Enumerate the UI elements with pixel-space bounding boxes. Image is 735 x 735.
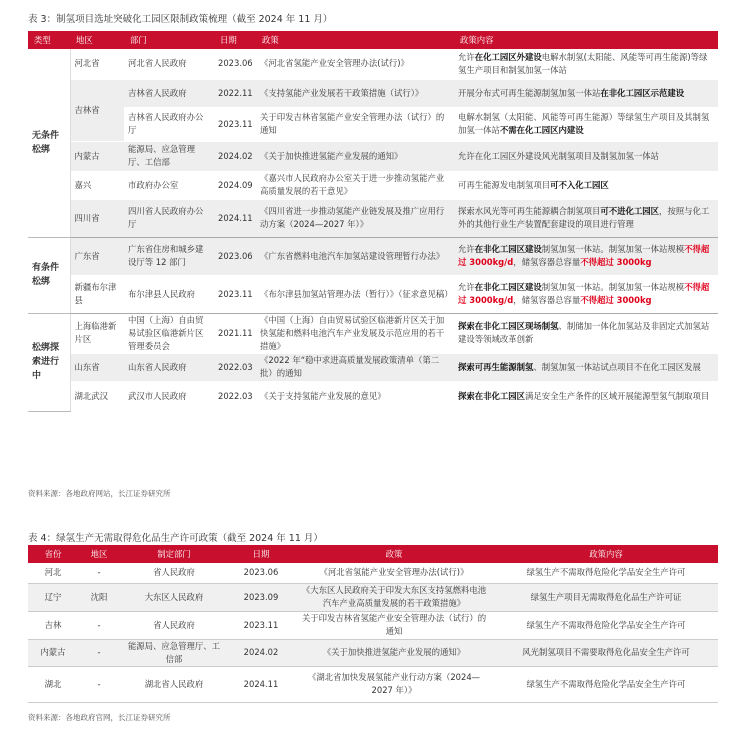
date-cell: 2024.09 [214,171,256,199]
table-row [28,353,718,381]
region-cell: 河北省 [70,49,124,79]
date-cell: 2023.09 [228,583,294,611]
policy-content-cell [454,313,718,353]
authority-cell: 省人民政府 [120,611,228,639]
policy-content-cell [454,353,718,381]
highlight-text: 探索在非化工园区现场制氢 [458,321,559,331]
date-cell: 2023.06 [214,49,256,79]
date-cell: 2024.02 [214,141,256,171]
region-cell: 山东省 [70,353,124,381]
table-row [28,313,718,353]
table-row [28,639,718,666]
policy-cell: 《广东省燃料电池汽车加氢站建设管理暂行办法》 [256,237,454,275]
policy-content-cell [454,49,718,79]
date-cell: 2022.11 [214,79,256,107]
highlight-text: 在非化工园区示范建设 [600,87,685,98]
authority-cell: 大东区人民政府 [120,583,228,611]
province-cell: 湖北 [28,666,78,702]
policy-content-cell [454,199,718,237]
content-text: 电解水制氢(太阳能、风能等可再生能源)等绿氢生产项目和制氢加氢一体站 [458,51,708,75]
policy-type-cell: 有条件松绑 [28,237,70,313]
table-row [28,666,718,702]
table-row [28,563,718,583]
table3-source: 资料来源：各地政府网站，长江证券研究所 [28,489,171,498]
table-row [28,237,718,275]
table-row [28,275,718,313]
policy-cell: 《大东区人民政府关于印发大东区支持氢燃料电池汽车产业高质量发展的若干政策措施》 [294,583,494,611]
content-text: 电解水制氢（太阳能、风能等可再生能源）等绿氢生产项目及其制氢加氢一体站 [458,112,710,135]
table-row [28,49,718,79]
highlight-text: 在非化工园区建设 [474,244,542,254]
table-row [28,381,718,411]
department-cell: 武汉市人民政府 [124,381,214,411]
policy-type-cell: 松绑探索进行中 [28,313,70,411]
region-cell: 嘉兴 [70,171,124,199]
department-cell: 山东省人民政府 [124,353,214,381]
policy-cell: 《中国（上海）自由贸易试验区临港新片区关于加快氢能和燃料电池汽车产业发展及示范应用的若干措施》 [256,313,454,353]
policy-content-cell [454,171,718,199]
department-cell: 市政府办公室 [124,171,214,199]
policy-cell: 《湖北省加快发展氢能产业行动方案（2024—2027 年）》 [294,666,494,702]
table-row [28,171,718,199]
policy-content-cell: 绿氢生产不需取得危险化学品安全生产许可 [494,666,718,702]
content-text: 允许在化工园区外建设风光制氢项目及制氢加氢一体站 [458,150,659,161]
province-cell: 吉林 [28,611,78,639]
content-text: 允许 [458,282,475,292]
highlight-text: 不需在化工园区内建设 [499,125,584,135]
date-cell: 2023.11 [228,611,294,639]
area-cell: - [78,563,120,583]
col-header-date: 日期 [228,545,294,563]
policy-cell: 《河北省氢能产业安全管理办法(试行)》 [294,563,494,583]
table-row [28,141,718,171]
policy-cell: 《四川省进一步推动氢能产业链发展及推广应用行动方案（2024—2027 年）》 [256,199,454,237]
col-header-policy: 政策 [256,31,454,49]
department-cell: 布尔津县人民政府 [124,275,214,313]
policy-cell: 《2022 年“稳中求进高质量发展政策清单（第二批）的通知 [256,353,454,381]
authority-cell: 湖北省人民政府 [120,666,228,702]
date-cell: 2023.11 [214,275,256,313]
table3-header-row [28,31,718,49]
area-cell: - [78,666,120,702]
policy-content-cell [454,275,718,313]
region-cell: 吉林省 [70,79,124,141]
region-cell: 上海临港新片区 [70,313,124,353]
highlight-text: 探索可再生能源制氢 [458,361,534,372]
highlight-text: 在非化工园区建设 [474,282,542,292]
policy-cell: 《布尔津县加氢站管理办法（暂行）》（征求意见稿） [256,275,454,313]
region-cell: 内蒙古 [70,141,124,171]
col-header-date: 日期 [214,31,256,49]
highlight-limit-text: 不得超过 3000kg/d [458,244,710,267]
date-cell: 2021.11 [214,313,256,353]
province-cell: 河北 [28,563,78,583]
policy-content-cell [454,79,718,107]
policy-cell: 关于印发吉林省氢能产业安全管理办法（试行）的通知 [294,611,494,639]
col-header-content: 政策内容 [454,31,718,49]
table-row [28,79,718,107]
highlight-limit-text: 不得超过 3000kg [580,257,652,267]
department-cell: 广东省住房和城乡建设厅等 12 部门 [124,237,214,275]
table-row [28,583,718,611]
department-cell: 河北省人民政府 [124,49,214,79]
date-cell: 2024.11 [228,666,294,702]
highlight-text: 探索在非化工园区 [458,390,525,401]
region-cell: 四川省 [70,199,124,237]
policy-cell: 《河北省氢能产业安全管理办法(试行)》 [256,49,454,79]
content-text: 探索水风光等可再生能源耦合制氢项目 [458,206,601,216]
table4-source: 资料来源：各地政府官网，长江证券研究所 [28,713,171,722]
date-cell: 2024.02 [228,639,294,666]
date-cell: 2023.06 [228,563,294,583]
content-text: 制氢加氢一体站。制氢加氢一体站规模 [541,282,685,292]
department-cell: 吉林省人民政府 [124,79,214,107]
col-header-dept: 部门 [124,31,214,49]
col-header-region: 地区 [70,31,124,49]
area-cell: 沈阳 [78,583,120,611]
col-header-province: 省份 [28,545,78,563]
table-row [28,199,718,237]
policy-cell: 《关于加快推进氢能产业发展的通知》 [294,639,494,666]
area-cell: - [78,639,120,666]
date-cell: 2022.03 [214,381,256,411]
col-header-type: 类型 [28,31,70,49]
highlight-text: 在化工园区外建设 [474,51,542,62]
highlight-limit-text: 不得超过 3000kg/d [458,282,710,305]
table3-caption: 表 3：制氢项目选址突破化工园区限制政策梳理（截至 2024 年 11 月） [28,14,333,25]
content-text: 允许 [458,244,475,254]
authority-cell: 能源局、应急管理厅、工信部 [120,639,228,666]
col-header-area: 地区 [78,545,120,563]
department-cell: 中国（上海）自由贸易试验区临港新片区管理委员会 [124,313,214,353]
policy-cell: 《关于支持氢能产业发展的意见》 [256,381,454,411]
region-cell: 湖北武汉 [70,381,124,411]
authority-cell: 省人民政府 [120,563,228,583]
content-text: ，按照与化工外的其他行业生产装置配套建设的项目进行管理 [458,206,710,229]
policy-content-cell [454,141,718,171]
content-text: 制氢加氢一体站。制氢加氢一体站规模 [541,244,685,254]
highlight-text: 可不入化工园区 [550,179,609,190]
department-cell: 能源局、应急管理厅、工信部 [124,141,214,171]
col-header-content: 政策内容 [494,545,718,563]
policy-cell: 《支持氢能产业发展若干政策措施（试行）》 [256,79,454,107]
date-cell: 2023.06 [214,237,256,275]
date-cell: 2022.03 [214,353,256,381]
content-text: 、制氢加氢一体站试点项目不在化工园区发展 [533,361,701,372]
policy-content-cell: 绿氢生产项目无需取得危化品生产许可证 [494,583,718,611]
content-text: ，储氢容器总容量 [513,295,581,305]
content-text: 满足安全生产条件的区域开展能源型氢气制取项目 [525,390,710,401]
table-row [28,107,718,141]
policy-content-cell [454,107,718,141]
policy-type-cell: 无条件松绑 [28,49,70,237]
col-header-authority: 制定部门 [120,545,228,563]
content-text: ，储氢容器总容量 [513,257,581,267]
highlight-text: 可不进化工园区 [600,206,659,216]
policy-table-3 [28,31,718,412]
table4-header-row [28,545,718,563]
content-text: 可再生能源发电制氢项目 [458,179,551,190]
policy-cell: 关于印发吉林省氢能产业安全管理办法（试行）的通知 [256,107,454,141]
region-cell: 广东省 [70,237,124,275]
content-text: 允许 [458,51,475,62]
content-text: 开展分布式可再生能源制氢加氢一体站 [458,87,601,98]
table4-caption: 表 4：绿氢生产无需取得危化品生产许可政策（截至 2024 年 11 月） [28,533,323,544]
policy-content-cell: 风光制氢项目不需要取得危化品安全生产许可 [494,639,718,666]
policy-cell: 《关于加快推进氢能产业发展的通知》 [256,141,454,171]
policy-content-cell: 绿氢生产不需取得危险化学品安全生产许可 [494,563,718,583]
table-row [28,611,718,639]
date-cell: 2024.11 [214,199,256,237]
col-header-policy: 政策 [294,545,494,563]
highlight-limit-text: 不得超过 3000kg [580,295,652,305]
date-cell: 2023.11 [214,107,256,141]
policy-content-cell [454,381,718,411]
province-cell: 辽宁 [28,583,78,611]
policy-table-4 [28,545,718,703]
area-cell: - [78,611,120,639]
policy-cell: 《嘉兴市人民政府办公室关于进一步推动氢能产业高质量发展的若干意见》 [256,171,454,199]
region-cell: 新疆布尔津县 [70,275,124,313]
department-cell: 吉林省人民政府办公厅 [124,107,214,141]
province-cell: 内蒙古 [28,639,78,666]
policy-content-cell [454,237,718,275]
department-cell: 四川省人民政府办公厅 [124,199,214,237]
content-text: 、制储加一体化加氢站及非固定式加氢站建设等领域改革创新 [458,321,710,344]
policy-content-cell: 绿氢生产不需取得危险化学品安全生产许可 [494,611,718,639]
